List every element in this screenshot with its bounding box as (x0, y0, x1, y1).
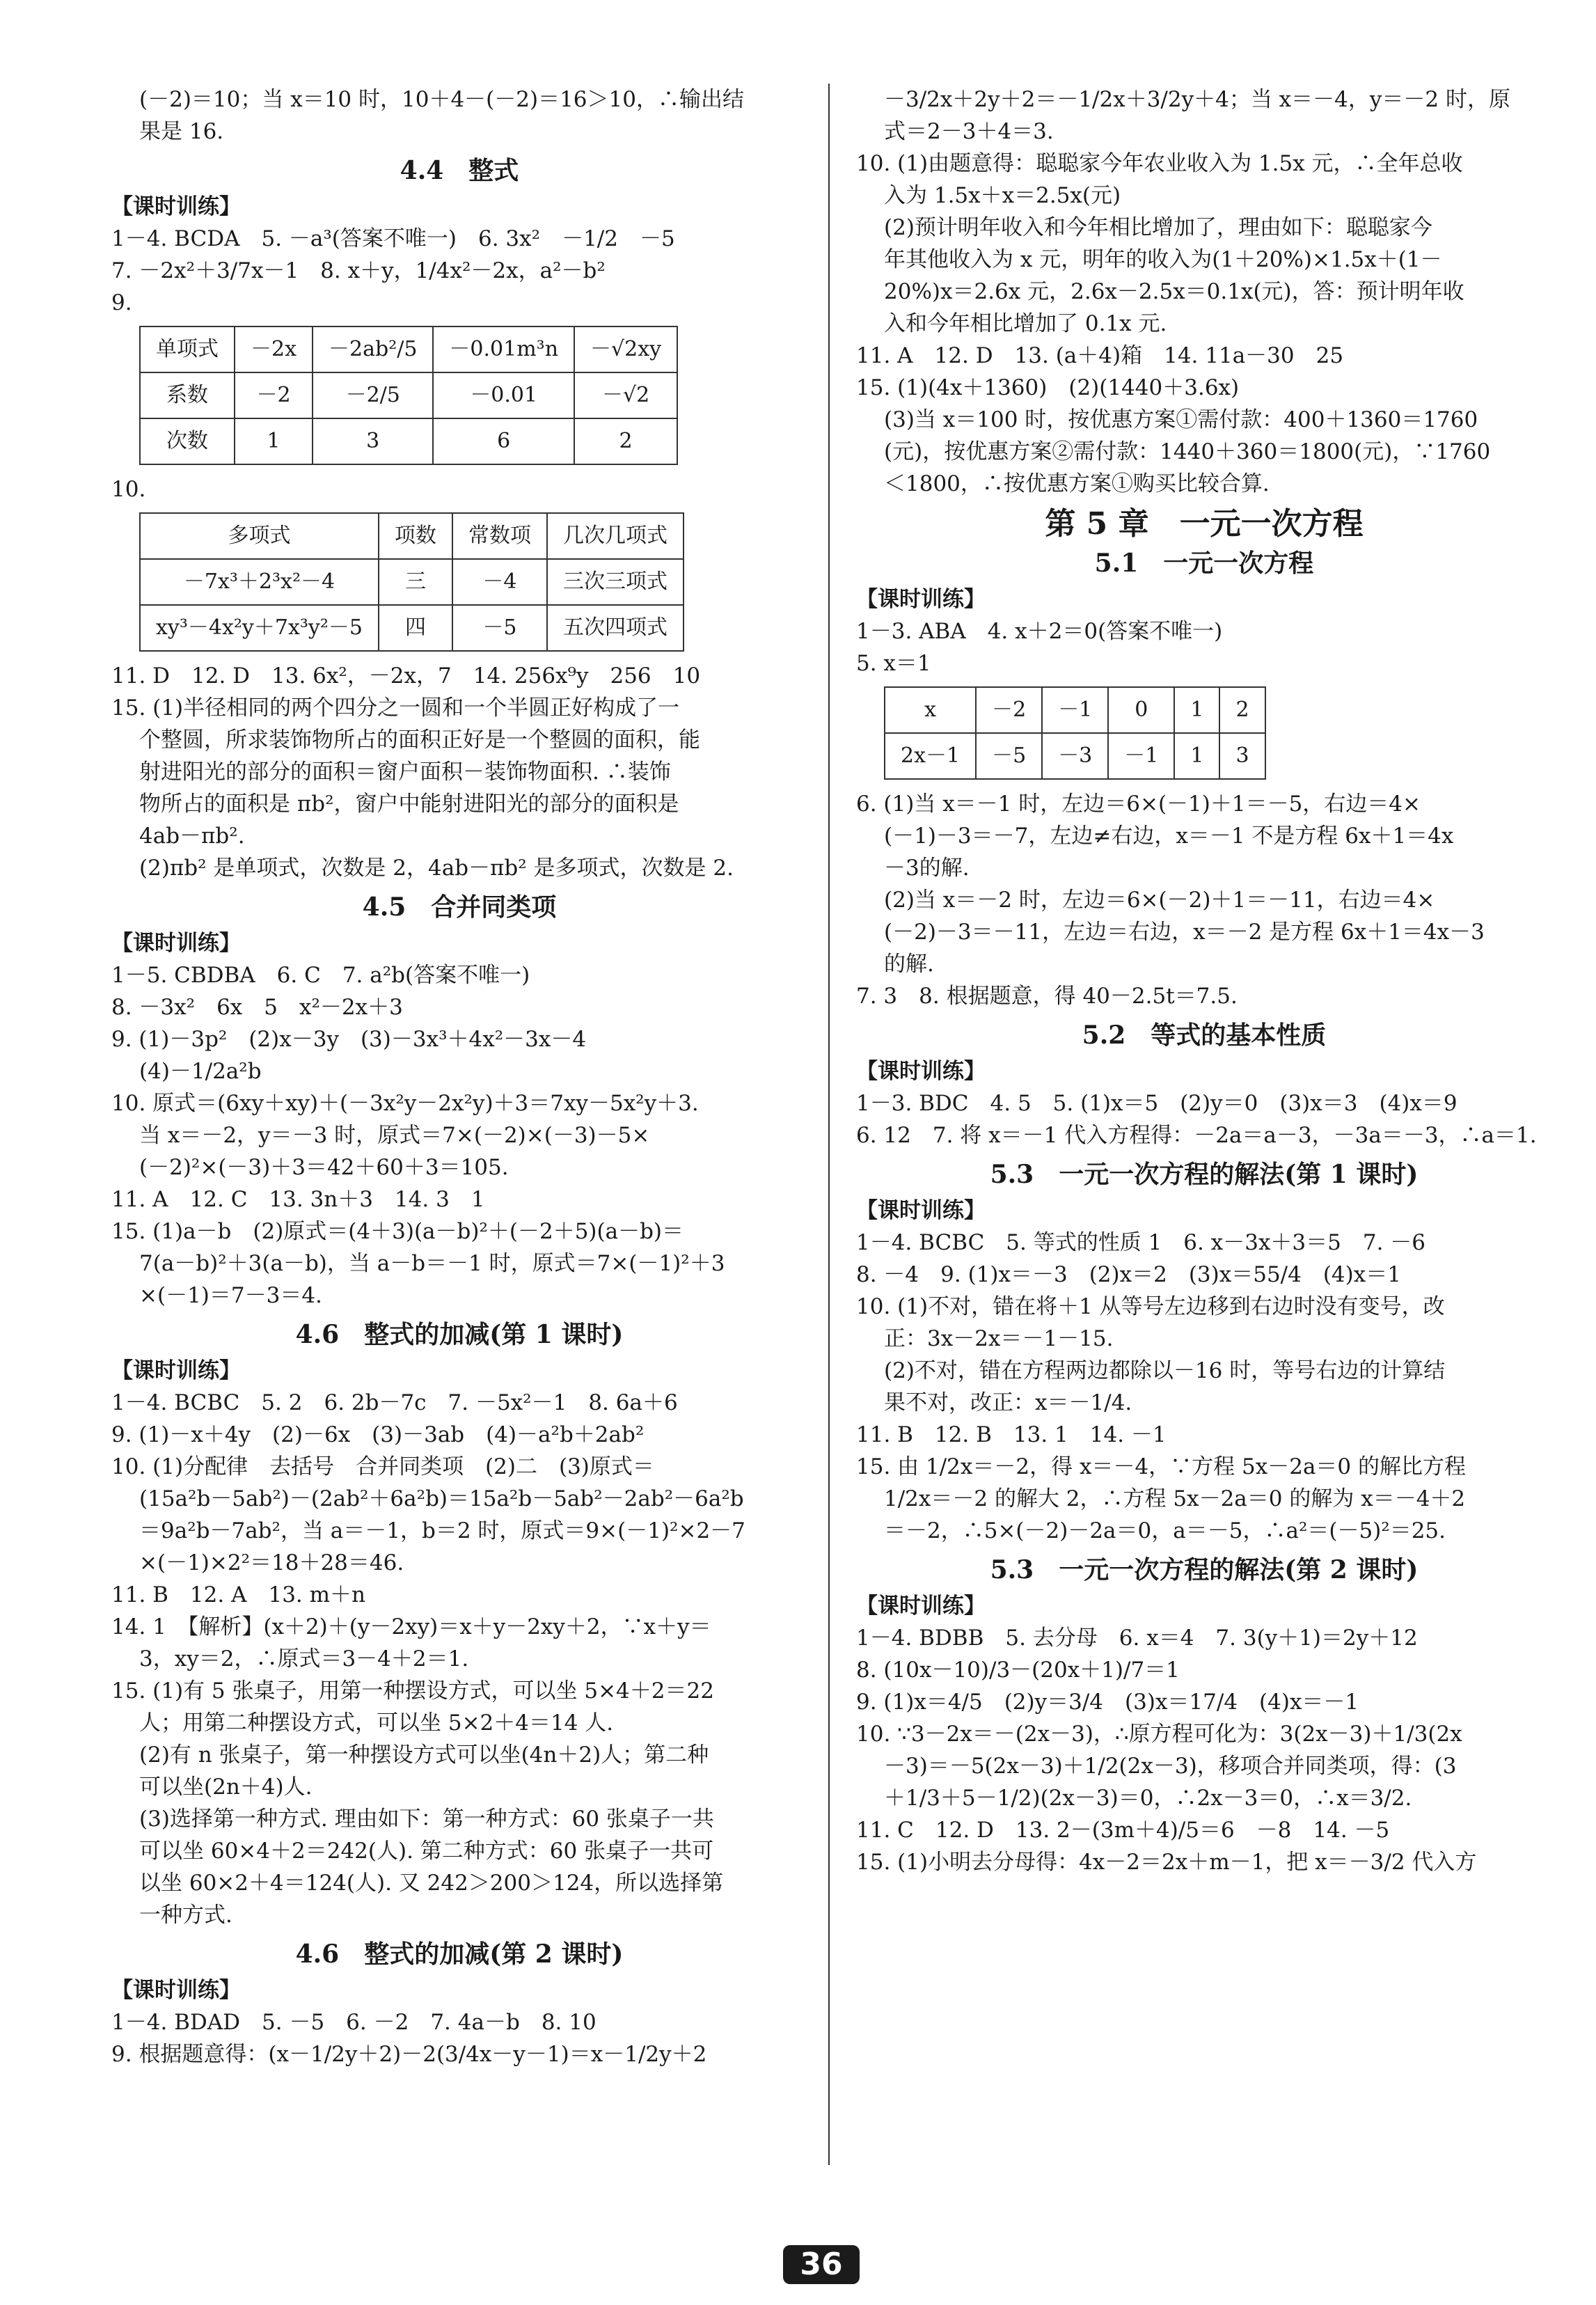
table-cell: 1 (1174, 687, 1219, 733)
answer-line: 9. (1)－x＋4y (2)－6x (3)－3ab (4)－a²b＋2ab² (111, 1422, 645, 1447)
answer-line: 1－3. ABA 4. x＋2＝0(答案不唯一) (856, 619, 1223, 644)
section-heading: 5.1 一元一次方程 (1094, 549, 1314, 578)
table-cell: 1 (1174, 733, 1219, 779)
answer-line: (15a²b－5ab²)－(2ab²＋6a²b)＝15a²b－5ab²－2ab²－6a²b (139, 1486, 744, 1511)
answer-line: (－2)－3＝－11，左边＝右边，x＝－2 是方程 6x＋1＝4x－3 (884, 920, 1485, 945)
answer-line: 1－4. BCBC 5. 2 6. 2b－7c 7. －5x²－1 8. 6a＋6 (111, 1390, 678, 1415)
answer-line: (元)，按优惠方案②需付款：1440＋360＝1800(元)，∵1760 (884, 439, 1491, 464)
answer-line: 1－3. BDC 4. 5 5. (1)x＝5 (2)y＝0 (3)x＝3 (4)x＝9 (856, 1091, 1457, 1116)
table-cell: －2ab²/5 (313, 327, 433, 372)
answer-line: (－2)＝10；当 x＝10 时，10＋4－(－2)＝16＞10，∴输出结 (139, 87, 744, 112)
answer-line: 一种方式. (139, 1903, 232, 1928)
answer-line: 6. (1)当 x＝－1 时，左边＝6×(－1)＋1＝－5，右边＝4× (856, 792, 1421, 817)
answer-line: 射进阳光的部分的面积＝窗户面积－装饰物面积. ∴装饰 (139, 760, 671, 785)
table-cell: x (885, 687, 976, 733)
answer-line: 1－4. BDBB 5. 去分母 6. x＝4 7. 3(y＋1)＝2y＋12 (856, 1626, 1418, 1651)
answer-line: 1－4. BCBC 5. 等式的性质 1 6. x－3x＋3＝5 7. －6 (856, 1230, 1426, 1255)
answer-line: 物所占的面积是 πb²，窗户中能射进阳光的部分的面积是 (139, 792, 679, 817)
answer-line: 15. (1)半径相同的两个四分之一圆和一个半圆正好构成了一 (111, 695, 680, 721)
table-cell: －√2 (574, 372, 677, 418)
table-cell: 3 (313, 418, 433, 464)
answer-line: 11. C 12. D 13. 2－(3m＋4)/5＝6 －8 14. －5 (856, 1818, 1390, 1843)
answer-line: 20%)x＝2.6x 元，2.6x－2.5x＝0.1x(元)，答：预计明年收 (884, 279, 1464, 304)
answer-line: ×(－1)＝7－3＝4. (139, 1283, 322, 1308)
answer-line: 的解. (884, 952, 934, 977)
exercise-tag: 【课时训练】 (111, 194, 241, 219)
table-cell: 2 (1219, 687, 1265, 733)
table-cell: －√2xy (574, 327, 677, 372)
answer-table (139, 326, 678, 465)
section-heading: 5.3 一元一次方程的解法(第 2 课时) (990, 1555, 1419, 1584)
table-cell: 0 (1108, 687, 1174, 733)
answer-line: －3的解. (884, 856, 970, 881)
answer-line: (4)－1/2a²b (139, 1059, 262, 1084)
answer-line: 果不对，改正：x＝－1/4. (884, 1390, 1132, 1415)
table-cell: －2/5 (313, 372, 433, 418)
answer-line: 8. －4 9. (1)x＝－3 (2)x＝2 (3)x＝55/4 (4)x＝1 (856, 1262, 1401, 1287)
answer-line: 10. (1)由题意得：聪聪家今年农业收入为 1.5x 元，∴全年总收 (856, 151, 1463, 176)
answer-table (139, 512, 684, 652)
section-heading: 4.6 整式的加减(第 1 课时) (295, 1320, 624, 1349)
answer-line: (2)不对，错在方程两边都除以－16 时，等号右边的计算结 (884, 1358, 1446, 1383)
table-cell: －0.01m³n (433, 327, 574, 372)
table-cell: －1 (1108, 733, 1174, 779)
table-row (140, 605, 684, 651)
table-row (140, 559, 684, 605)
table-row (140, 418, 677, 464)
table-cell: 四 (379, 605, 452, 651)
answer-line: 1－4. BDAD 5. －5 6. －2 7. 4a－b 8. 10 (111, 2010, 596, 2035)
table-cell: 三次三项式 (547, 559, 684, 605)
table-row (885, 687, 1265, 733)
answer-line: (2)当 x＝－2 时，左边＝6×(－2)＋1＝－11，右边＝4× (884, 888, 1435, 913)
table-cell: －5 (452, 605, 547, 651)
answer-line: 8. (10x－10)/3－(20x＋1)/7＝1 (856, 1658, 1180, 1683)
answer-line: 10. (111, 477, 146, 502)
answer-line: 14. 1 【解析】(x＋2)＋(y－2xy)＝x＋y－2xy＋2，∵x＋y＝ (111, 1614, 711, 1639)
table-cell: －3 (1042, 733, 1108, 779)
table-cell: 三 (379, 559, 452, 605)
answer-line: 4ab－πb². (139, 824, 245, 849)
answer-line: －3/2x＋2y＋2＝－1/2x＋3/2y＋4；当 x＝－4，y＝－2 时，原 (884, 87, 1510, 112)
table-row (885, 733, 1265, 779)
left-column (111, 84, 807, 2070)
section-heading: 4.6 整式的加减(第 2 课时) (295, 1940, 624, 1969)
answer-line: 8. －3x² 6x 5 x²－2x＋3 (111, 995, 403, 1020)
table-cell: 1 (235, 418, 313, 464)
table-row (140, 513, 684, 559)
table-cell: －1 (1042, 687, 1108, 733)
exercise-tag: 【课时训练】 (856, 1198, 986, 1223)
answer-line: ＝9a²b－7ab²，当 a＝－1，b＝2 时，原式＝9×(－1)²×2－7 (139, 1518, 745, 1543)
table-cell: 项数 (379, 513, 452, 559)
section-heading: 5.2 等式的基本性质 (1082, 1021, 1327, 1050)
answer-line: 果是 16. (139, 119, 224, 144)
answer-table (884, 686, 1266, 780)
table-cell: 单项式 (140, 327, 235, 372)
table-cell: －7x³＋2³x²－4 (140, 559, 379, 605)
table-cell: －2 (235, 372, 313, 418)
answer-line: 11. A 12. D 13. (a＋4)箱 14. 11a－30 25 (856, 343, 1344, 368)
answer-line: ×(－1)×2²＝18＋28＝46. (139, 1550, 404, 1575)
table-cell: －2 (976, 687, 1042, 733)
answer-line: 15. (1)小明去分母得：4x－2＝2x＋m－1，把 x＝－3/2 代入方 (856, 1850, 1477, 1875)
answer-line: 入为 1.5x＋x＝2.5x(元) (884, 183, 1121, 208)
table-cell: 几次几项式 (547, 513, 684, 559)
answer-line: 个整圆，所求装饰物所占的面积正好是一个整圆的面积，能 (139, 727, 700, 753)
answer-line: 11. B 12. A 13. m＋n (111, 1582, 365, 1607)
answer-line: 11. D 12. D 13. 6x²，－2x，7 14. 256x⁹y 256 10 (111, 663, 701, 689)
exercise-tag: 【课时训练】 (856, 1594, 986, 1619)
answer-line: ＝－2，∴5×(－2)－2a＝0，a＝－5，∴a²＝(－5)²＝25. (884, 1518, 1446, 1543)
answer-line: (2)πb² 是单项式，次数是 2，4ab－πb² 是多项式，次数是 2. (139, 856, 734, 881)
table-cell: 2x－1 (885, 733, 976, 779)
table-row (140, 372, 677, 418)
answer-line: (－2)²×(－3)＋3＝42＋60＋3＝105. (139, 1155, 509, 1180)
answer-line: ＜1800，∴按优惠方案①购买比较合算. (884, 471, 1270, 496)
answer-line: (2)预计明年收入和今年相比增加了，理由如下：聪聪家今 (884, 215, 1432, 240)
table-cell: xy³－4x²y＋7x³y²－5 (140, 605, 379, 651)
table-cell: 次数 (140, 418, 235, 464)
table-cell: 多项式 (140, 513, 379, 559)
section-heading: 4.5 合并同类项 (362, 892, 557, 922)
section-heading: 5.3 一元一次方程的解法(第 1 课时) (990, 1160, 1419, 1189)
table-cell: －0.01 (433, 372, 574, 418)
answer-line: 年其他收入为 x 元，明年的收入为(1＋20%)×1.5x＋(1－ (884, 247, 1442, 272)
exercise-tag: 【课时训练】 (111, 1358, 241, 1383)
answer-line: ＋1/3＋5－1/2)(2x－3)＝0，∴2x－3＝0，∴x＝3/2. (884, 1786, 1412, 1811)
table-cell: －4 (452, 559, 547, 605)
answer-line: (3)当 x＝100 时，按优惠方案①需付款：400＋1360＝1760 (884, 407, 1478, 432)
table-cell: 常数项 (452, 513, 547, 559)
table-cell: 3 (1219, 733, 1265, 779)
answer-line: 正：3x－2x＝－1－15. (884, 1326, 1114, 1351)
answer-line: 9. (1)－3p² (2)x－3y (3)－3x³＋4x²－3x－4 (111, 1027, 587, 1052)
answer-line: 1/2x＝－2 的解大 2，∴方程 5x－2a＝0 的解为 x＝－4＋2 (884, 1486, 1466, 1511)
answer-line: 人；用第二种摆设方式，可以坐 5×2＋4＝14 人. (139, 1710, 614, 1736)
answer-line: 10. ∵3－2x＝－(2x－3)，∴原方程可化为：3(2x－3)＋1/3(2x (856, 1722, 1462, 1747)
table-cell: 系数 (140, 372, 235, 418)
table-cell: －5 (976, 733, 1042, 779)
column-divider (828, 84, 830, 2165)
right-column (856, 84, 1552, 1878)
answer-line: 5. x＝1 (856, 651, 931, 676)
table-cell: －2x (235, 327, 313, 372)
answer-line: 7. 3 8. 根据题意，得 40－2.5t＝7.5. (856, 984, 1238, 1009)
exercise-tag: 【课时训练】 (111, 931, 241, 956)
answer-line: 9. (1)x＝4/5 (2)y＝3/4 (3)x＝17/4 (4)x＝－1 (856, 1690, 1359, 1715)
answer-line: 7(a－b)²＋3(a－b)，当 a－b＝－1 时，原式＝7×(－1)²＋3 (139, 1251, 725, 1276)
section-heading: 4.4 整式 (400, 156, 519, 185)
exercise-tag: 【课时训练】 (111, 1978, 241, 2003)
answer-line: 1－4. BCDA 5. －a³(答案不唯一) 6. 3x² －1/2 －5 (111, 226, 675, 251)
answer-line: 入和今年相比增加了 0.1x 元. (884, 311, 1167, 336)
table-cell: 2 (574, 418, 677, 464)
table-cell: 6 (433, 418, 574, 464)
answer-line: 7. －2x²＋3/7x－1 8. x＋y，1/4x²－2x，a²－b² (111, 258, 606, 283)
answer-line: 3，xy＝2，∴原式＝3－4＋2＝1. (139, 1646, 469, 1671)
answer-line: 式＝2－3＋4＝3. (884, 119, 1054, 144)
answer-line: 9. (111, 290, 132, 315)
answer-line: 15. 由 1/2x＝－2，得 x＝－4，∵方程 5x－2a＝0 的解比方程 (856, 1454, 1467, 1479)
answer-line: 可以坐(2n＋4)人. (139, 1775, 313, 1800)
answer-line: (－1)－3＝－7，左边≠右边，x＝－1 不是方程 6x＋1＝4x (884, 824, 1454, 849)
answer-line: 当 x＝－2，y＝－3 时，原式＝7×(－2)×(－3)－5× (139, 1123, 650, 1148)
table-row (140, 327, 677, 372)
answer-line: 10. 原式＝(6xy＋xy)＋(－3x²y－2x²y)＋3＝7xy－5x²y＋3. (111, 1091, 699, 1116)
table-cell: 五次四项式 (547, 605, 684, 651)
answer-line: 15. (1)(4x＋1360) (2)(1440＋3.6x) (856, 375, 1240, 400)
chapter-heading: 第 5 章 一元一次方程 (1045, 506, 1364, 542)
answer-line: 9. 根据题意得：(x－1/2y＋2)－2(3/4x－y－1)＝x－1/2y＋2 (111, 2042, 707, 2067)
exercise-tag: 【课时训练】 (856, 587, 986, 612)
answer-line: 11. A 12. C 13. 3n＋3 14. 3 1 (111, 1187, 485, 1212)
answer-line: 10. (1)不对，错在将＋1 从等号左边移到右边时没有变号，改 (856, 1294, 1445, 1319)
page-number: 36 (783, 2245, 860, 2284)
answer-line: (3)选择第一种方式. 理由如下：第一种方式：60 张桌子一共 (139, 1807, 714, 1832)
answer-line: (2)有 n 张桌子，第一种摆设方式可以坐(4n＋2)人；第二种 (139, 1742, 709, 1768)
answer-line: 以坐 60×2＋4＝124(人). 又 242＞200＞124，所以选择第 (139, 1871, 724, 1896)
answer-line: －3)＝－5(2x－3)＋1/2(2x－3)，移项合并同类项，得：(3 (884, 1754, 1457, 1779)
answer-line: 10. (1)分配律 去括号 合并同类项 (2)二 (3)原式＝ (111, 1454, 654, 1479)
answer-line: 11. B 12. B 13. 1 14. －1 (856, 1422, 1167, 1447)
answer-line: 1－5. CBDBA 6. C 7. a²b(答案不唯一) (111, 963, 530, 988)
answer-line: 可以坐 60×4＋2＝242(人). 第二种方式：60 张桌子一共可 (139, 1839, 714, 1864)
exercise-tag: 【课时训练】 (856, 1059, 986, 1084)
answer-line: 15. (1)有 5 张桌子，用第一种摆设方式，可以坐 5×4＋2＝22 (111, 1678, 714, 1704)
answer-line: 6. 12 7. 将 x＝－1 代入方程得：－2a＝a－3，－3a＝－3，∴a＝1. (856, 1123, 1537, 1148)
answer-line: 15. (1)a－b (2)原式＝(4＋3)(a－b)²＋(－2＋5)(a－b)＝ (111, 1219, 684, 1244)
